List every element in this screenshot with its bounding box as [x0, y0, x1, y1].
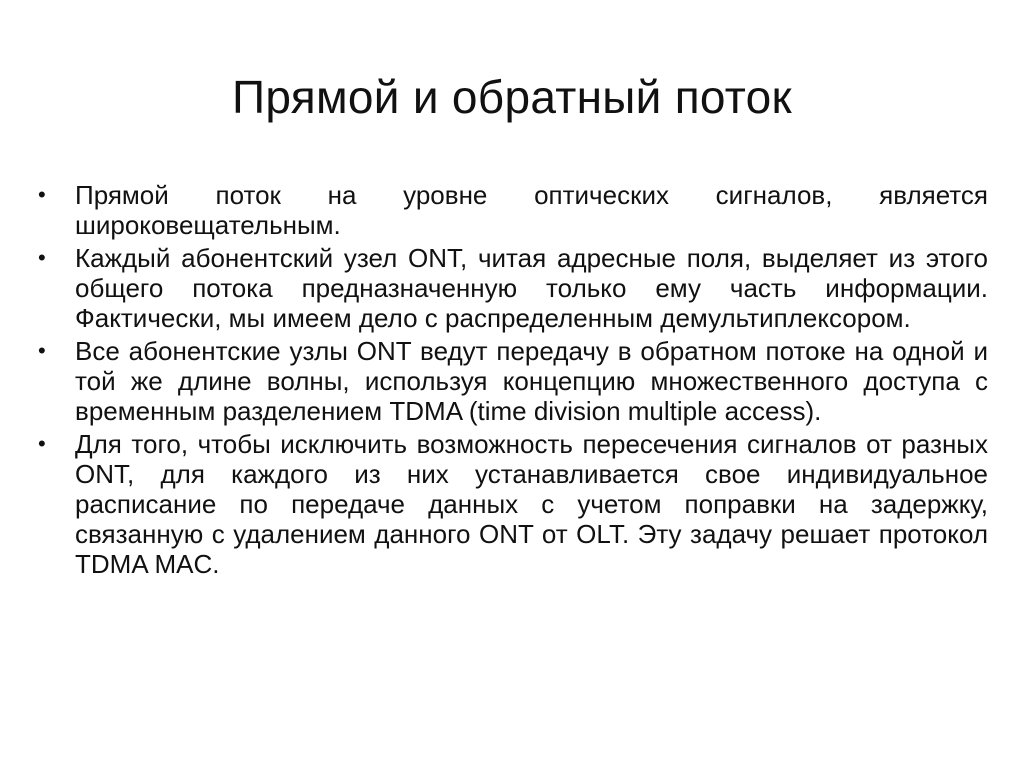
slide-title: Прямой и обратный поток: [232, 71, 792, 123]
bullet-text: Каждый абонентский узел ONT, читая адресные поля, выделяет из этого общего потока предназначенную только ему часть информации. Фактически, мы имеем дело с распределенным демультиплексором.: [75, 243, 988, 333]
bullet-item: [38, 429, 988, 579]
bullet-mark: •: [38, 182, 46, 207]
bullet-mark: •: [38, 431, 46, 456]
bullet-text: Прямой поток на уровне оптических сигналов, является широковещательным.: [75, 180, 988, 240]
bullet-item: [38, 243, 988, 333]
bullet-text: Для того, чтобы исключить возможность пересечения сигналов от разных ONT, для каждого из них устанавливается свое индивидуальное расписание по передаче данных с учетом поправки на задержку, связанную с удалением данного ONT от OLT. Эту задачу решает протокол TDMA MAC.: [75, 429, 988, 579]
bullet-mark: •: [38, 338, 46, 363]
bullet-item: [38, 180, 988, 240]
bullet-item: [38, 336, 988, 426]
bullet-list: [38, 180, 988, 582]
bullet-text: Все абонентские узлы ONT ведут передачу в обратном потоке на одной и той же длине волны, используя концепцию множественного доступа с временным разделением TDMA (time division multiple access).: [75, 336, 988, 426]
bullet-mark: •: [38, 245, 46, 270]
